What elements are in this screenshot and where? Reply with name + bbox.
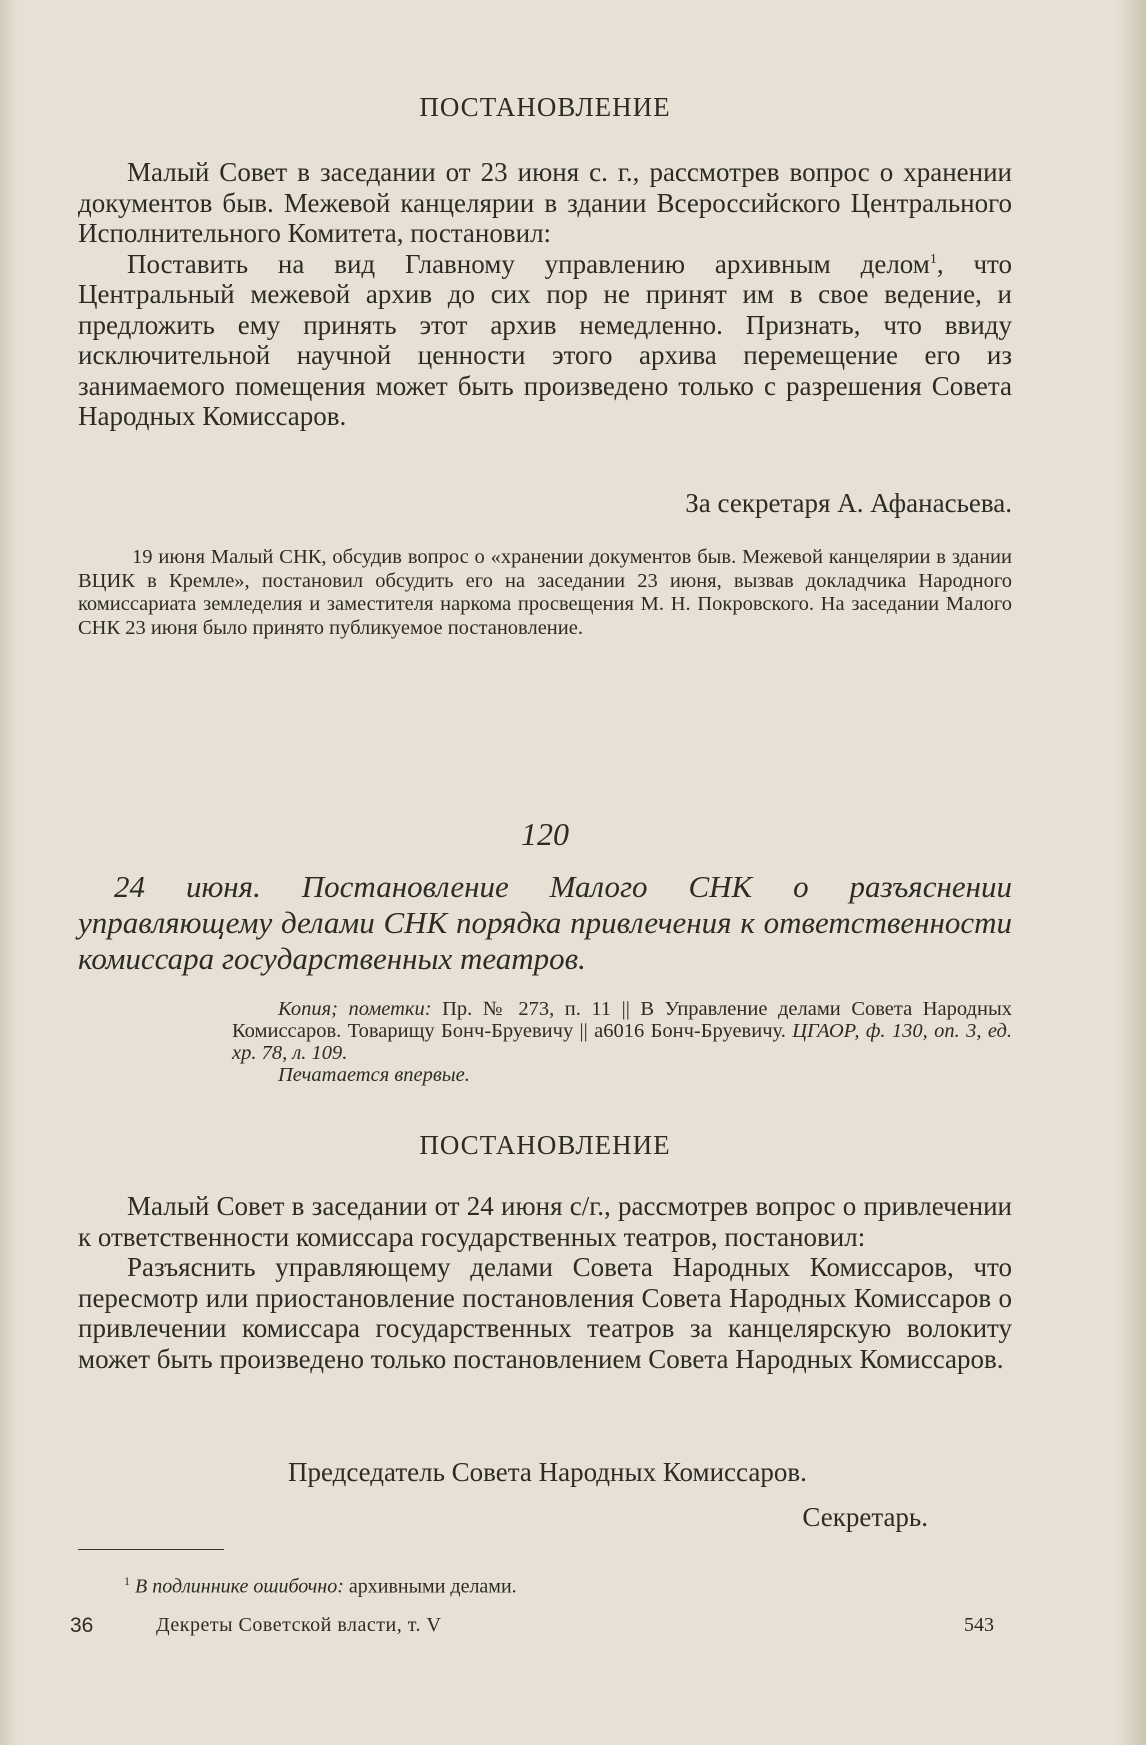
section-2-heading-block — [78, 1130, 1012, 1161]
document-number: 120 — [521, 816, 569, 852]
archival-published: Печатается впервые. — [278, 1064, 470, 1086]
archival-label: Копия; пометки: — [278, 998, 432, 1020]
secretary-signature-block — [600, 1502, 928, 1533]
section-2-paragraph-1: Малый Совет в заседании от 24 июня с/г., рассмотрев вопрос о привлечении к ответственности комиссара государственных театров, постановил: — [78, 1191, 1012, 1252]
document-title-block — [78, 869, 1012, 977]
section-1-body — [78, 157, 1012, 432]
secretary-signature: Секретарь. — [802, 1502, 928, 1532]
document-title: 24 июня. Постановление Малого СНК о разъяснении управляющему делами СНК порядка привлечения к ответственности комиссара государственных театров. — [78, 869, 1012, 976]
section-2-paragraph-2: Разъяснить управляющему делами Совета Народных Комиссаров, что пересмотр или приостановление постановления Совета Народных Комиссаров о привлечении комиссара государственных театров за канцелярскую волокиту может быть произведено только постановлением Совета Народных Комиссаров. — [78, 1252, 1012, 1374]
footnote-italic: В подлиннике ошибочно: — [135, 1575, 344, 1598]
footnote-marker: 1 — [124, 1574, 130, 1588]
page-number: 543 — [964, 1614, 994, 1636]
document-number-block — [78, 816, 1012, 853]
section-1-paragraph-2-rest: , что Центральный межевой архив до сих пор не принят им в свое ведение, и предложить ему принять этот архив немедленно. Признать, что ввиду исключительной научной ценности этого архива перемещение его из занимаемого помещения может быть произведено только с разрешения Совета Народных Комиссаров. — [78, 248, 1012, 431]
archival-source: ЦГАОР, ф. 130, оп. 3, ед. хр. 78, л. 109. — [232, 1020, 1012, 1064]
footnote-reference: 1 — [929, 251, 937, 267]
archival-reference — [232, 998, 1012, 1086]
section-1-note: 19 июня Малый СНК, обсудив вопрос о «хранении документов быв. Межевой канцелярии в здании ВЦИК в Кремле», постановил обсудить его на заседании 23 июня, вызвав докладчика Народного комиссариата земледелия и заместителя наркома просвещения М. Н. Покровского. На заседании Малого СНК 23 июня было принято публикуемое постановление. — [78, 546, 1012, 639]
section-1-paragraph-1: Малый Совет в заседании от 23 июня с. г., рассмотрев вопрос о хранении документов быв. Межевой канцелярии в здании Всероссийского Центрального Исполнительного Комитета, постановил: — [78, 157, 1012, 248]
section-1-note-block — [78, 546, 1012, 640]
signature-mark: 36 — [70, 1614, 94, 1637]
footnote-divider — [78, 1549, 224, 1550]
archival-text: Пр. № 273, п. 11 || В Управление делами Совета Народных Комиссаров. Товарищу Бонч-Бруевичу || а6016 Бонч-Бруевичу. — [232, 998, 1012, 1042]
section-1-signature-block — [78, 488, 1012, 519]
footnote-text: архивными делами. — [343, 1575, 517, 1598]
chairman-signature-block — [288, 1457, 928, 1488]
section-1-paragraph-2-start: Поставить на вид Главному управлению архивным делом — [127, 248, 930, 279]
section-1 — [78, 92, 1012, 123]
section-1-paragraph-2 — [78, 249, 1012, 432]
footnote — [124, 1574, 517, 1599]
section-2-heading: ПОСТАНОВЛЕНИЕ — [419, 1130, 671, 1160]
section-1-heading: ПОСТАНОВЛЕНИЕ — [419, 92, 671, 122]
section-2-body — [78, 1191, 1012, 1374]
chairman-signature: Председатель Совета Народных Комиссаров. — [288, 1457, 807, 1487]
section-1-signature: За секретаря А. Афанасьева. — [685, 488, 1012, 518]
collection-title: Декреты Советской власти, т. V — [156, 1614, 442, 1636]
